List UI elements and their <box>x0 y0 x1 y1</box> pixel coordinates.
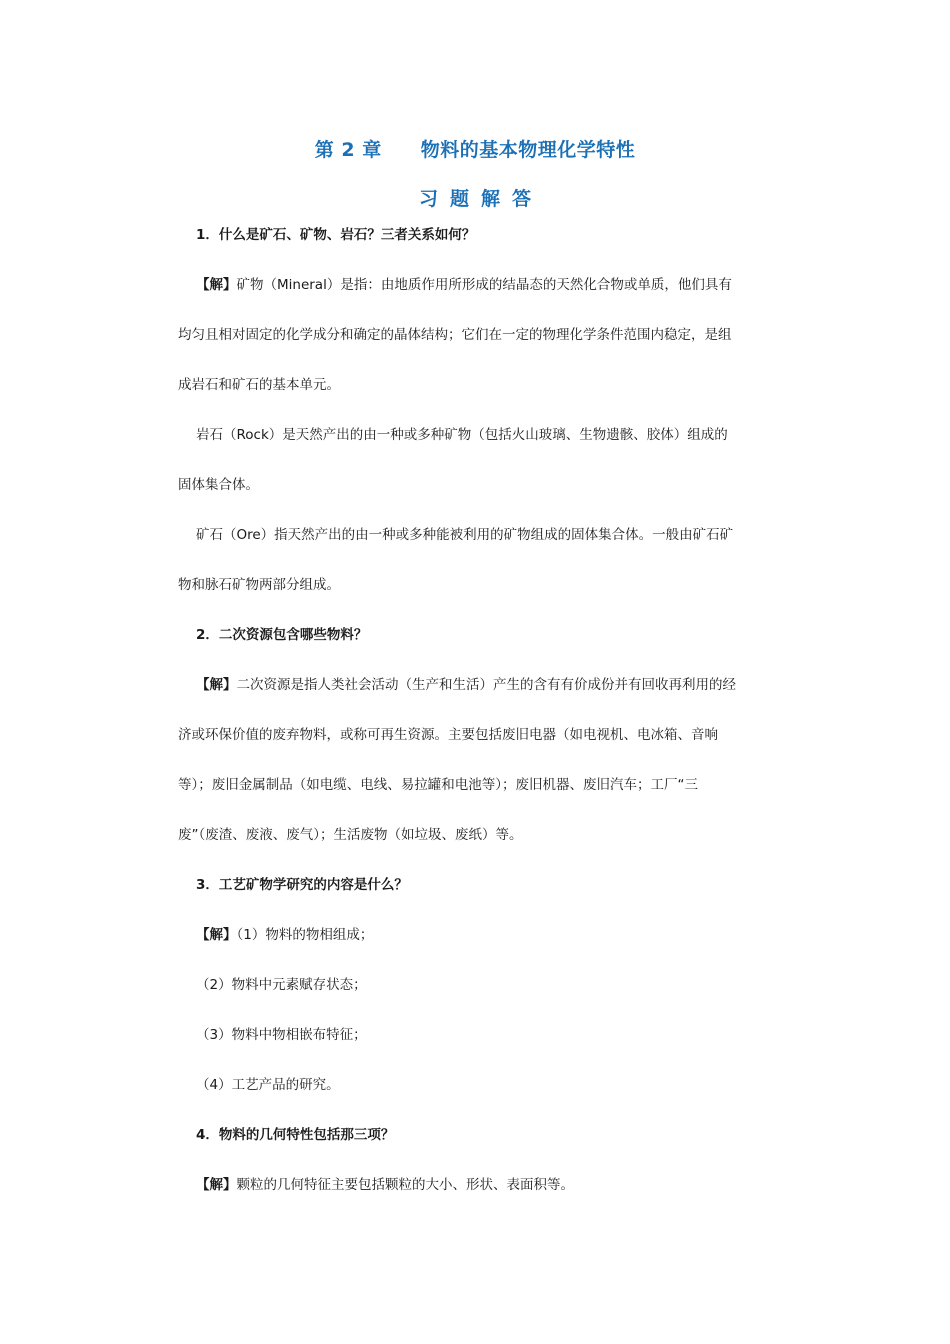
question-3: 3．工艺矿物学研究的内容是什么？ <box>196 877 408 893</box>
answer-2-line-4: 废”（废渣、废液、废气）；生活废物（如垃圾、废纸）等。 <box>178 827 523 843</box>
question-2: 2．二次资源包含哪些物料？ <box>196 627 368 643</box>
answer-2-line-1 <box>178 675 778 725</box>
answer-tag: 【解】 <box>196 677 237 693</box>
answer-text: 矿物（Mineral）是指：由地质作用所形成的结晶态的天然化合物或单质，他们具有 <box>236 277 732 293</box>
answer-3-line-2: （2）物料中元素赋存状态； <box>196 977 367 993</box>
answer-1-line-5: 固体集合体。 <box>178 477 259 493</box>
answer-3-line-1 <box>178 925 778 975</box>
answer-1-line-6: 矿石（Ore）指天然产出的由一种或多种能被利用的矿物组成的固体集合体。一般由矿石矿 <box>196 527 734 543</box>
question-4: 4．物料的几何特性包括那三项？ <box>196 1127 395 1143</box>
answer-tag: 【解】 <box>196 927 237 943</box>
answer-1-line-3: 成岩石和矿石的基本单元。 <box>178 377 340 393</box>
answer-3-line-3: （3）物料中物相嵌布特征； <box>196 1027 367 1043</box>
answer-2-line-2: 济或环保价值的废弃物料，或称可再生资源。主要包括废旧电器（如电视机、电冰箱、音响 <box>178 727 718 743</box>
chapter-title: 第 2 章 物料的基本物理化学特性 <box>314 139 636 161</box>
answer-text: （1）物料的物相组成； <box>236 927 374 943</box>
answer-1-line-4: 岩石（Rock）是天然产出的由一种或多种矿物（包括火山玻璃、生物遗骸、胶体）组成的 <box>196 427 728 443</box>
answer-text: 二次资源是指人类社会活动（生产和生活）产生的含有有价成份并有回收再利用的经 <box>236 677 736 693</box>
section-title: 习题解答 <box>418 188 543 210</box>
answer-1-line-7: 物和脉石矿物两部分组成。 <box>178 577 340 593</box>
answer-2-line-3: 等）；废旧金属制品（如电缆、电线、易拉罐和电池等）；废旧机器、废旧汽车；工厂“三 <box>178 777 698 793</box>
answer-tag: 【解】 <box>196 277 237 293</box>
answer-tag: 【解】 <box>196 1177 237 1193</box>
answer-1-line-2: 均匀且相对固定的化学成分和确定的晶体结构；它们在一定的物理化学条件范围内稳定，是组 <box>178 327 732 343</box>
answer-4-line-1 <box>178 1175 778 1225</box>
answer-1-line-1 <box>178 275 778 325</box>
question-1: 1．什么是矿石、矿物、岩石？三者关系如何？ <box>196 227 476 243</box>
document-body <box>178 225 778 1225</box>
answer-3-line-4: （4）工艺产品的研究。 <box>196 1077 340 1093</box>
answer-text: 颗粒的几何特征主要包括颗粒的大小、形状、表面积等。 <box>236 1177 574 1193</box>
